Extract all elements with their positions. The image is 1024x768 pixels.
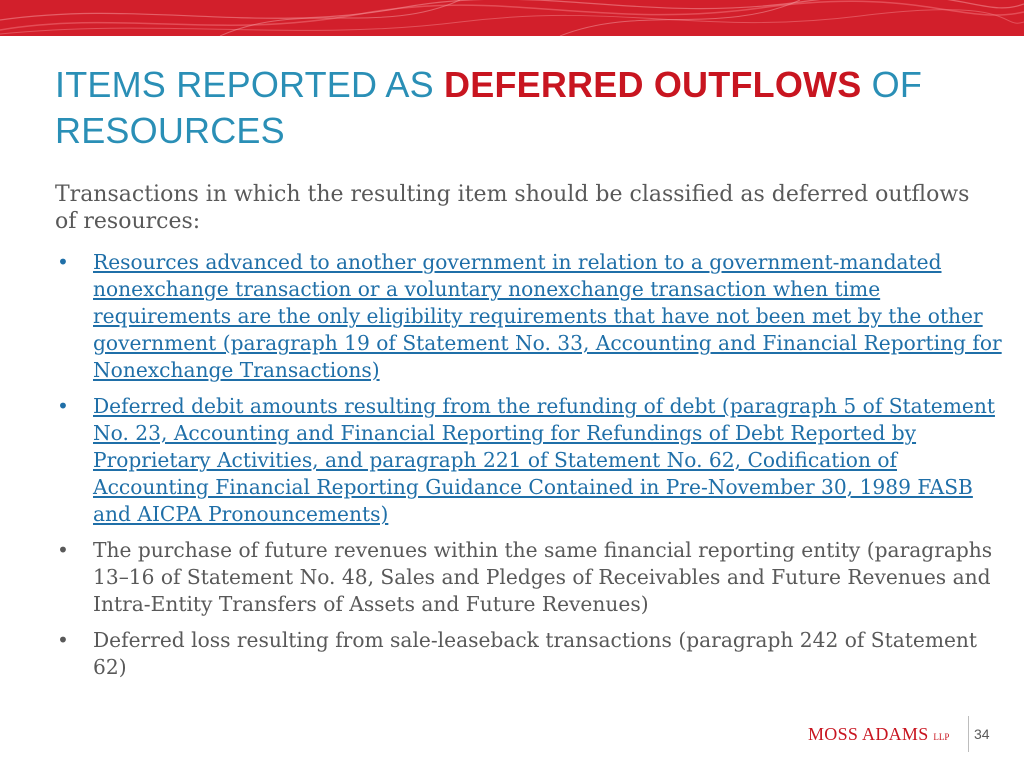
bullet-item-3: [55, 537, 1015, 618]
banner-wave-decoration: [0, 0, 1024, 36]
footer-divider: [968, 716, 969, 752]
slide-title: [55, 62, 955, 154]
title-part-2: OF RESOURCES: [55, 64, 923, 151]
bullet-link-text[interactable]: Resources advanced to another government in relation to a government-mandated nonexchange transaction or a voluntary nonexchange transaction when time requirements are the only eligibility requirements that have not been met by the other government (paragraph 19 of Statement No. 33, Accounting and Financial Reporting for Nonexchange Transactions): [93, 250, 1002, 382]
header-banner: [0, 0, 1024, 36]
bullet-text: Deferred loss resulting from sale-leaseback transactions (paragraph 242 of Statement 62): [93, 628, 978, 679]
title-highlight: DEFERRED OUTFLOWS: [444, 64, 862, 105]
bullet-marker: •: [57, 250, 69, 274]
company-logo: [808, 724, 949, 745]
page-number: 34: [974, 726, 990, 742]
bullet-item-1[interactable]: [55, 249, 1015, 384]
logo-suffix: LLP: [933, 732, 950, 742]
bullet-link-text[interactable]: Deferred debit amounts resulting from the refunding of debt (paragraph 5 of Statement No. 23, Accounting and Financial Reporting for Refundings of Debt Reported by Proprietary Activities, and paragraph 221 of Statement No. 62, Codification of Accounting Financial Reporting Guidance Contained in Pre-November 30, 1989 FASB and AICPA Pronouncements): [93, 394, 995, 526]
intro-text: Transactions in which the resulting item should be classified as deferred outflows of resources:: [55, 182, 970, 234]
bullet-list: [55, 249, 1015, 690]
bullet-marker: •: [57, 394, 69, 418]
bullet-item-4: [55, 627, 1015, 681]
logo-text: MOSS ADAMS: [808, 724, 929, 744]
bullet-item-2[interactable]: [55, 393, 1015, 528]
bullet-marker: •: [57, 628, 69, 652]
bullet-text: The purchase of future revenues within the same financial reporting entity (paragraphs 13–16 of Statement No. 48, Sales and Pledges of Receivables and Future Revenues and Intra-Entity Transfers of Assets and Future Revenues): [93, 538, 993, 616]
title-part-1: ITEMS REPORTED AS: [55, 64, 445, 105]
bullet-marker: •: [57, 538, 69, 562]
